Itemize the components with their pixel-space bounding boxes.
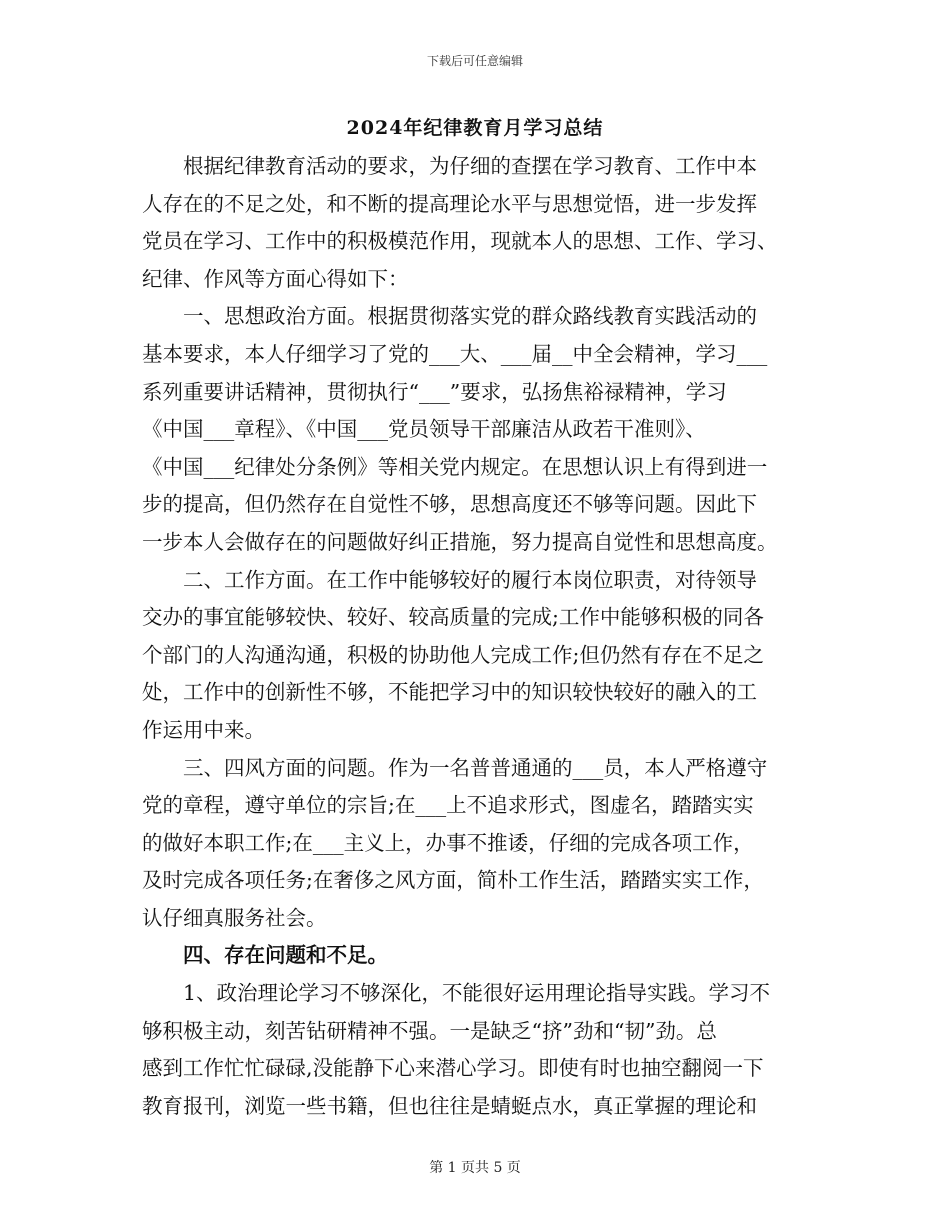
body-line: 1、政治理论学习不够深化，不能很好运用理论指导实践。学习不: [142, 981, 771, 1006]
document-title: 2024年纪律教育月学习总结: [346, 117, 604, 139]
body-line: 根据纪律教育活动的要求，为仔细的查摆在学习教育、工作中本: [142, 154, 757, 178]
page-number: 第 1 页共 5 页: [429, 1160, 521, 1176]
body-line: 一步本人会做存在的问题做好纠正措施，努力提高自觉性和思想高度。: [142, 529, 778, 554]
body-line: 纪律、作风等方面心得如下：: [142, 266, 409, 291]
body-line: 基本要求，本人仔细学习了党的___大、___届__中全会精神，学习___: [142, 341, 768, 366]
body-line: 二、工作方面。在工作中能够较好的履行本岗位职责，对待领导: [142, 567, 757, 592]
body-line: 感到工作忙忙碌碌,没能静下心来潜心学习。即使有时也抽空翻阅一下: [142, 1056, 764, 1081]
body-line: 的做好本职工作;在___主义上，办事不推诿，仔细的完成各项工作，: [142, 830, 754, 855]
body-line: 《中国___章程》、《中国___党员领导干部廉洁从政若干准则》、: [142, 417, 706, 442]
body-line: 《中国___纪律处分条例》等相关党内规定。在思想认识上有得到进一: [142, 454, 768, 479]
body-line: 步的提高，但仍然存在自觉性不够，思想高度还不够等问题。因此下: [142, 492, 757, 517]
body-line: 认仔细真服务社会。: [142, 905, 327, 930]
body-line: 交办的事宜能够较快、较好、较高质量的完成;工作中能够积极的同各: [142, 605, 764, 630]
body-line: 系列重要讲话精神，贯彻执行“___”要求，弘扬焦裕禄精神，学习: [142, 379, 727, 404]
body-line: 一、思想政治方面。根据贯彻落实党的群众路线教育实践活动的: [142, 304, 757, 329]
document-body: [142, 148, 806, 1125]
body-line: 党的章程，遵守单位的宗旨;在___上不追求形式，图虚名，踏踏实实: [142, 793, 754, 818]
body-line: 三、四风方面的问题。作为一名普普通通的___员，本人严格遵守: [142, 755, 768, 780]
body-line: 处，工作中的创新性不够，不能把学习中的知识较快较好的融入的工: [142, 680, 757, 705]
body-line: 作运用中来。: [142, 717, 265, 742]
body-line: 及时完成各项任务;在奢侈之风方面，简朴工作生活，踏踏实实工作，: [142, 868, 764, 893]
body-line: 教育报刊，浏览一些书籍，但也往往是蜻蜓点水，真正掌握的理论和: [142, 1093, 757, 1118]
section-heading: 四、存在问题和不足。: [142, 943, 388, 968]
body-line: 人存在的不足之处，和不断的提高理论水平与思想觉悟，进一步发挥: [142, 191, 757, 216]
body-line: 党员在学习、工作中的积极模范作用，现就本人的思想、工作、学习、: [142, 229, 778, 254]
page-header-note: 下载后可任意编辑: [426, 54, 523, 68]
body-line: 够积极主动，刻苦钻研精神不强。一是缺乏“挤”劲和“韧”劲。总: [142, 1018, 717, 1043]
body-line: 个部门的人沟通沟通，积极的协助他人完成工作;但仍然有存在不足之: [142, 642, 764, 667]
